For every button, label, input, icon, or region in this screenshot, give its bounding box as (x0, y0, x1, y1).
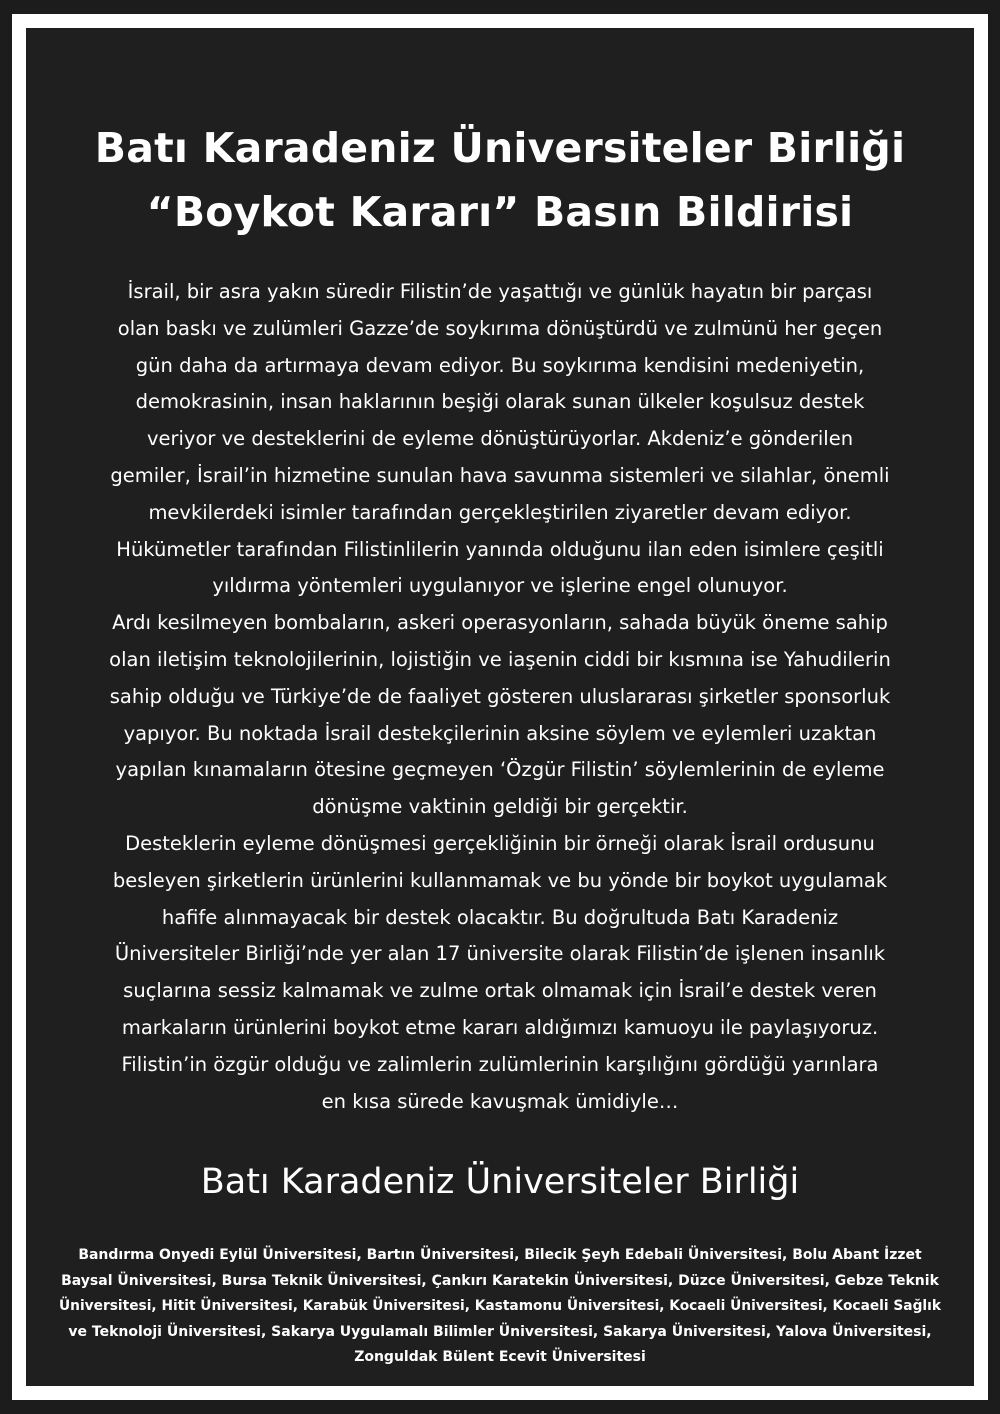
body-line: Hükümetler tarafından Filistinlilerin yanında olduğunu ilan eden isimlere çeşitli (116, 537, 884, 561)
body-line: markaların ürünlerini boykot etme kararı aldığımızı kamuoyu ile paylaşıyoruz. (121, 1015, 879, 1039)
body-line: Ardı kesilmeyen bombaların, askeri operasyonların, sahada büyük öneme sahip (112, 611, 888, 635)
body-line: veriyor ve desteklerini de eyleme dönüştürüyorlar. Akdeniz’e gönderilen (146, 427, 854, 451)
university-line: Bandırma Onyedi Eylül Üniversitesi, Bartın Üniversitesi, Bilecik Şeyh Edebali Üniversitesi, Bolu Abant İzzet (78, 1247, 922, 1263)
document-panel (26, 28, 974, 1386)
press-statement-body (46, 274, 954, 1120)
body-line: besleyen şirketlerin ürünlerini kullanmamak ve bu yönde bir boykot uygulamak (112, 868, 888, 892)
body-line: olan iletişim teknolojilerinin, lojistiğin ve iaşenin ciddi bir kısmına ise Yahudilerin (109, 647, 891, 671)
body-line: Üniversiteler Birliği’nde yer alan 17 üniversite olarak Filistin’de işlenen insanlık (114, 942, 886, 966)
body-line: en kısa sürede kavuşmak ümidiyle… (321, 1089, 679, 1113)
signature: Batı Karadeniz Üniversiteler Birliği (200, 1162, 800, 1202)
document-title (26, 116, 974, 244)
body-line: gemiler, İsrail’in hizmetine sunulan hava savunma sistemleri ve silahlar, önemli (110, 463, 890, 487)
body-line: Desteklerin eyleme dönüşmesi gerçekliğinin bir örneği olarak İsrail ordusunu (125, 831, 875, 855)
body-line: mevkilerdeki isimler tarafından gerçekleştirilen ziyaretler devam ediyor. (148, 500, 852, 524)
university-list (56, 1243, 944, 1371)
body-line: hafife alınmayacak bir destek olacaktır. Bu doğrultuda Batı Karadeniz (161, 905, 839, 929)
title-line: Batı Karadeniz Üniversiteler Birliği (94, 124, 906, 172)
body-line: demokrasinin, insan haklarının beşiği olarak sunan ülkeler koşulsuz destek (135, 390, 865, 414)
body-line: yıldırma yöntemleri uygulanıyor ve işlerine engel olunuyor. (212, 574, 788, 598)
title-line: “Boykot Kararı” Basın Bildirisi (146, 188, 854, 236)
university-line: Zonguldak Bülent Ecevit Üniversitesi (354, 1349, 646, 1365)
body-line: İsrail, bir asra yakın süredir Filistin’de yaşattığı ve günlük hayatın bir parçası (127, 280, 873, 303)
body-line: Filistin’in özgür olduğu ve zalimlerin zulümlerinin karşılığını gördüğü yarınlara (121, 1052, 879, 1076)
body-line: yapılan kınamaların ötesine geçmeyen ‘Özgür Filistin’ söylemlerinin de eyleme (115, 758, 885, 782)
body-line: yapıyor. Bu noktada İsrail destekçilerinin aksine söylem ve eylemleri uzaktan (123, 721, 877, 745)
university-line: Üniversitesi, Hitit Üniversitesi, Karabük Üniversitesi, Kastamonu Üniversitesi, Kocaeli Üniversitesi, Kocaeli Sağlık (59, 1298, 941, 1314)
university-line: ve Teknoloji Üniversitesi, Sakarya Uygulamalı Bilimler Üniversitesi, Sakarya Üniversitesi, Yalova Üniversitesi, (68, 1323, 932, 1340)
body-line: suçlarına sessiz kalmamak ve zulme ortak olmamak için İsrail’e destek veren (123, 979, 877, 1003)
body-line: gün daha da artırmaya devam ediyor. Bu soykırıma kendisini medeniyetin, (135, 353, 865, 377)
body-line: olan baskı ve zulümleri Gazze’de soykırıma dönüştürdü ve zulmünü her geçen (117, 316, 883, 340)
body-line: dönüşme vaktinin geldiği bir gerçektir. (312, 795, 688, 819)
university-line: Baysal Üniversitesi, Bursa Teknik Üniversitesi, Çankırı Karatekin Üniversitesi, Düzce Üniversitesi, Gebze Teknik (61, 1272, 939, 1289)
body-line: sahip olduğu ve Türkiye’de de faaliyet gösteren uluslararası şirketler sponsorluk (109, 684, 891, 708)
